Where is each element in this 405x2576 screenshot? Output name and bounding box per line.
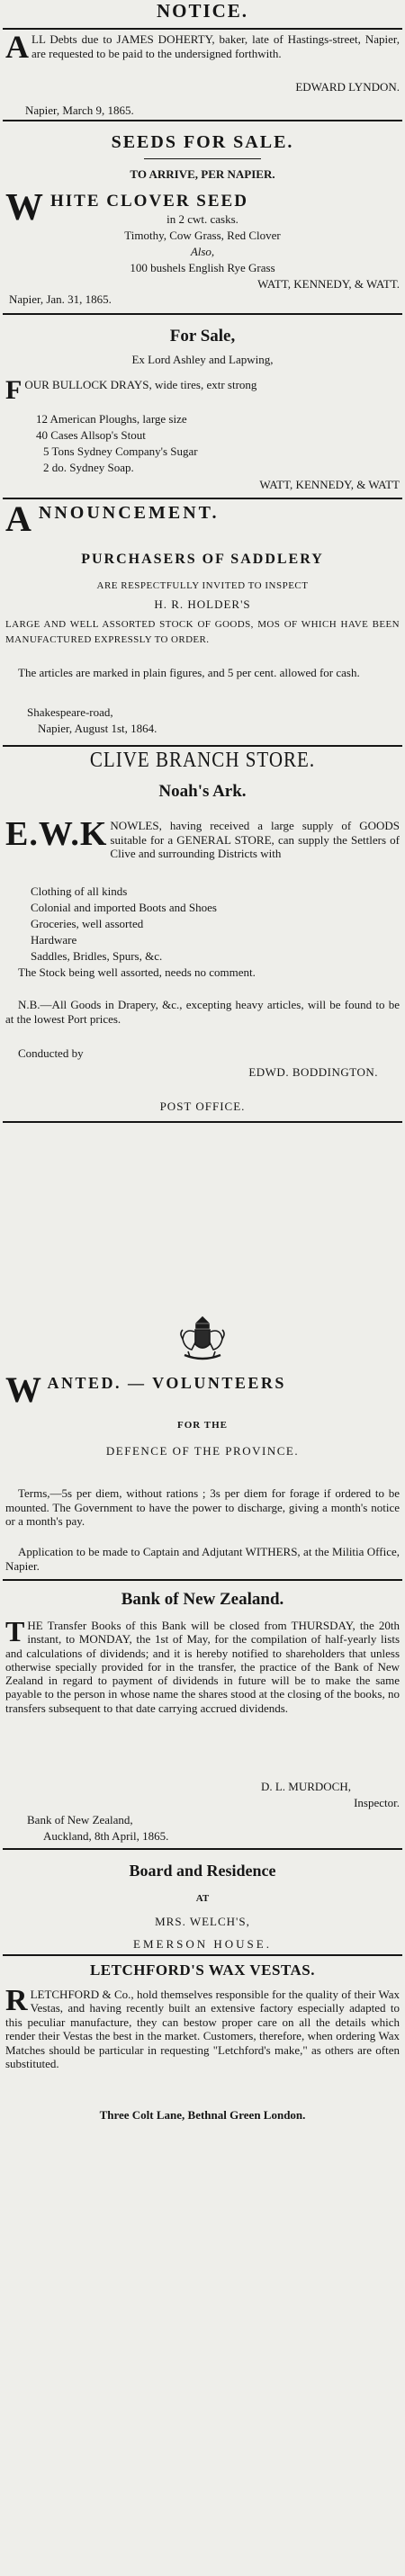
divider [3, 1579, 402, 1581]
vestas-address: Three Colt Lane, Bethnal Green London. [99, 2108, 306, 2122]
drop-cap: T [5, 1615, 25, 1647]
announcement-title-text: NNOUNCEMENT. [38, 503, 220, 523]
clive-intro-text: NOWLES, having received a large supply of GOODS suitable for a GENERAL STORE, can supply the Settlers of Clive and surrounding Districts with [110, 819, 400, 860]
divider [3, 498, 402, 499]
announcement-title [5, 498, 400, 539]
seeds-arrive: TO ARRIVE, PER NAPIER. [130, 167, 275, 181]
drop-cap: A [5, 29, 29, 65]
seeds-signer: WATT, KENNEDY, & WATT. [257, 277, 400, 291]
clive-sub: Noah's Ark. [158, 782, 247, 801]
clive-item: Saddles, Bridles, Spurs, &c. [31, 949, 163, 963]
notice-signer: EDWARD LYNDON. [295, 80, 400, 94]
notice-date: Napier, March 9, 1865. [25, 103, 134, 117]
bank-body-text: HE Transfer Books of this Bank will be closed from THURSDAY, the 20th instant, to MONDAY, the 1st of May, for the compilation of half-yearly lists and calculations of dividends; and it is hereby notified to shareholders that unless otherwise specially provided for in the transfer, the practice of the Bank of New Zealand in regard to payment of dividends in future will be to make the same payable to the person in whose name the shares stood at the closing of the books, no transfers subsequent to that date carrying accrued dividends. [5, 1619, 400, 1715]
divider [3, 1848, 402, 1850]
volunteers-terms: Terms,—5s per diem, without rations ; 3s per diem for forage if ordered to be mounted. The Government to have the power to discharge, giving a month's notice or a month's pay. [5, 1486, 400, 1528]
divider [3, 28, 402, 30]
vestas-body [5, 1984, 400, 2071]
forsale-item: 5 Tons Sydney Company's Sugar [43, 444, 198, 458]
forsale-item: 12 American Ploughs, large size [36, 412, 187, 426]
board-at: AT [195, 1893, 210, 1904]
seeds-date: Napier, Jan. 31, 1865. [9, 292, 112, 306]
forsale-item: 40 Cases Allsop's Stout [36, 428, 146, 442]
board-name: MRS. WELCH'S, [155, 1915, 250, 1928]
clive-footer: POST OFFICE. [159, 1100, 246, 1113]
vestas-body-text: LETCHFORD & Co., hold themselves responsible for the quality of their Wax Vestas, and having recently built an extensive factory especially adapted to this peculiar manufacture, they can bestow proper care on all the details which render their Vestas the best in the market. Customers, therefore, when ordering Wax Matches should be particular in requesting "Letchford's make," as others are often substituted. [5, 1988, 400, 2071]
forsale-title: For Sale, [169, 327, 236, 346]
volunteers-title [5, 1369, 400, 1410]
clive-stock: The Stock being well assorted, needs no comment. [18, 965, 256, 979]
announcement-holder: H. R. HOLDER'S [154, 597, 251, 611]
volunteers-apply: Application to be made to Captain and Adjutant WITHERS, at the Militia Office, Napier. [5, 1545, 400, 1573]
announcement-body: The articles are marked in plain figures, and 5 per cent. allowed for cash. [18, 666, 360, 679]
drop-cap: W [5, 187, 45, 229]
drop-cap: A [5, 498, 34, 539]
divider [3, 1954, 402, 1956]
bank-title: Bank of New Zealand. [121, 1590, 284, 1609]
seeds-title: SEEDS FOR SALE. [111, 132, 294, 152]
clive-intro [5, 815, 400, 861]
seeds-headline-text: HITE CLOVER SEED [50, 192, 248, 211]
clive-title: CLIVE BRANCH STORE. [89, 747, 316, 772]
volunteers-for: FOR THE [176, 1420, 228, 1431]
clive-nb: N.B.—All Goods in Drapery, &c., excepting heavy articles, will be found to be at the lowest Port prices. [5, 998, 400, 1026]
forsale-sub: Ex Lord Ashley and Lapwing, [131, 353, 274, 366]
notice-text: LL Debts due to JAMES DOHERTY, baker, late of Hastings-street, Napier, are requested to be paid to the undersigned forthwith. [32, 32, 400, 60]
seeds-line1: in 2 cwt. casks. [166, 212, 238, 226]
forsale-item: 2 do. Sydney Soap. [43, 461, 134, 474]
clive-item: Hardware [31, 933, 77, 947]
notice-title: NOTICE. [156, 0, 249, 22]
bank-role: Inspector. [354, 1796, 400, 1809]
divider [3, 313, 402, 315]
forsale-headline [5, 375, 400, 405]
bank-place: Bank of New Zealand, [27, 1813, 133, 1827]
board-title: Board and Residence [129, 1862, 276, 1880]
divider [3, 1121, 402, 1123]
bank-signer: D. L. MURDOCH, [260, 1780, 351, 1793]
bank-body [5, 1615, 400, 1715]
volunteers-title-text: ANTED. — VOLUNTEERS [47, 1374, 286, 1392]
seeds-line4: 100 bushels English Rye Grass [130, 261, 275, 274]
board-house: EMERSON HOUSE. [133, 1937, 272, 1951]
clive-item: Clothing of all kinds [31, 884, 128, 898]
clive-item: Groceries, well assorted [31, 917, 144, 930]
bank-date: Auckland, 8th April, 1865. [43, 1829, 169, 1843]
seeds-line3: Also, [190, 245, 215, 258]
drop-cap: R [5, 1984, 28, 2017]
announcement-date: Napier, August 1st, 1864. [38, 722, 158, 735]
drop-cap: E.W.K [5, 815, 108, 853]
royal-coat-of-arms-icon [177, 1315, 228, 1364]
drop-cap: F [5, 375, 22, 405]
seeds-line2: Timothy, Cow Grass, Red Clover [124, 229, 281, 242]
vestas-title: LETCHFORD'S WAX VESTAS. [89, 1961, 316, 1979]
volunteers-defence: DEFENCE OF THE PROVINCE. [105, 1444, 300, 1458]
announcement-invite: ARE RESPECTFULLY INVITED TO INSPECT [96, 580, 309, 591]
clive-conducted: Conducted by [18, 1046, 84, 1060]
notice-body [5, 29, 400, 65]
short-rule [144, 158, 261, 159]
clive-signer: EDWD. BODDINGTON. [248, 1065, 378, 1079]
divider [3, 120, 402, 121]
forsale-signer: WATT, KENNEDY, & WATT [259, 478, 400, 491]
drop-cap: W [5, 1369, 44, 1410]
announcement-headline: PURCHASERS OF SADDLERY [81, 552, 324, 567]
announcement-stock: LARGE AND WELL ASSORTED STOCK OF GOODS, MOS OF WHICH HAVE BEEN MANUFACTURED EXPRESSLY TO ORDER. [5, 619, 400, 645]
announcement-place: Shakespeare-road, [27, 705, 113, 719]
forsale-headline-text: OUR BULLOCK DRAYS, wide tires, extr strong [24, 378, 257, 391]
clive-item: Colonial and imported Boots and Shoes [31, 901, 217, 914]
